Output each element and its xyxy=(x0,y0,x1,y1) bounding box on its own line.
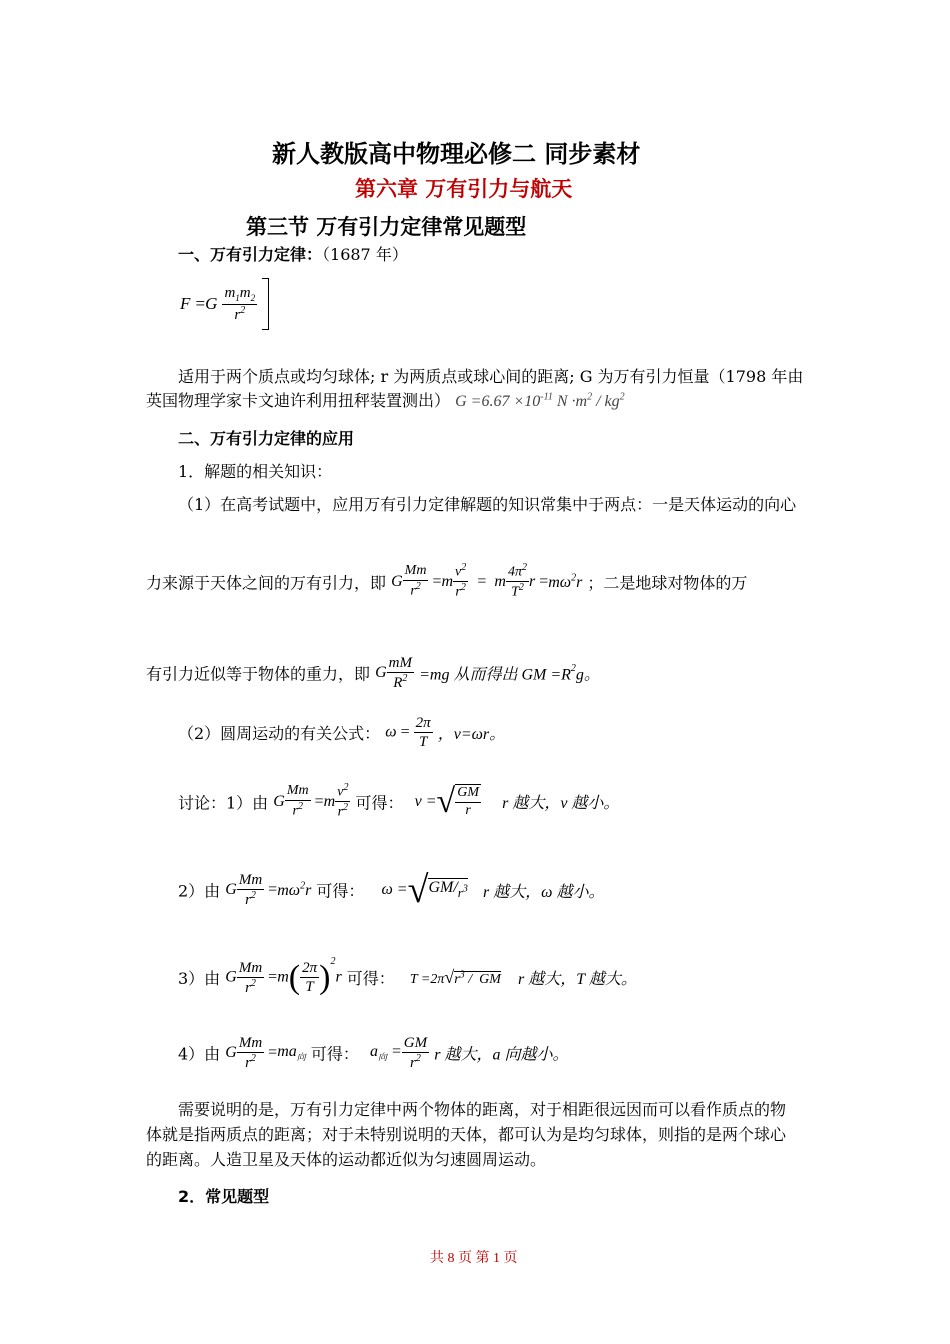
note-line3: 的距离。人造卫星及天体的运动都近似为匀速圆周运动。 xyxy=(146,1150,547,1169)
discussion-4: 4）由 G $\frac{Mm}{r^2}$ $=ma_向$ 可得： $a_向$ = $\frac{GM}{r^2}$ r 越大，a 向越小。 xyxy=(178,1035,569,1071)
note-line1: 需要说明的是，万有引力定律中两个物体的距离，对于相距很远因而可以看作质点的物 xyxy=(178,1100,787,1119)
p2-line: （2）圆周运动的有关公式： ω = $\frac{2\pi}{T}$ ，v=ωr。 xyxy=(178,715,506,750)
discussion-2: 2）由 G $\frac{Mm}{r^2}$ $=m\omega^2r$ 可得： $\omega =√GM/_{r^3}$ r 越大，ω 越小。 xyxy=(178,869,605,911)
year-note: （1687 年） xyxy=(322,245,408,264)
discussion-3: 3）由 G $\frac{Mm}{r^2}$ =m( $\frac{2\pi}{T}$ )$^2$r 可得： $T =2\pi√r^3$ / GM r 越大，T 越大。 xyxy=(178,956,637,996)
sub1-heading: 1．解题的相关知识： xyxy=(178,462,333,481)
section-title: 第三节 万有引力定律常见题型 xyxy=(246,215,527,239)
part2-heading: 二、万有引力定律的应用 xyxy=(178,429,355,448)
part1-para-line2: 英国物理学家卡文迪许利用扭秤装置测出） $G =6.67 \times 10^{-11}$ $N \cdot m^2 / kg^2$ xyxy=(146,391,625,410)
discussion-1: 讨论：1）由 G $\frac{Mm}{r^2}$ =m $\frac{v^2}{r^2}$ 可得： v =√ $\frac{GM}{r}$ r 越大，v 越小。 xyxy=(178,782,620,821)
gravitation-formula: F =G $\frac{m_1m_2}{r^2}$ xyxy=(180,278,269,330)
note-line2: 体就是指两质点的距离；对于未特别说明的天体，都可认为是均匀球体，则指的是两个球心 xyxy=(146,1125,787,1144)
p1-line1: （1）在高考试题中，应用万有引力定律解题的知识常集中于两点：一是天体运动的向心 xyxy=(178,495,797,514)
p1-line2: 力来源于天体之间的万有引力，即 G $\frac{Mm}{r^2}$ =m $\frac{v^2}{r^2}$ = m $\frac{4\pi^2}{T^2}$ $r =m\omega^2r$ ；二是地球对物体的万 xyxy=(146,562,748,601)
sub2-heading: 2．常见题型 xyxy=(178,1187,270,1206)
part1-para-line1: 适用于两个质点或均匀球体; r 为两质点或球心间的距离; G 为万有引力恒量（1798 年由 xyxy=(178,367,804,386)
page-footer: 共 8 页 第 1 页 xyxy=(430,1251,518,1266)
p1-line3: 有引力近似等于物体的重力，即 G $\frac{mM}{R^2}$ =mg 从而得出 GM $=R^2g$。 xyxy=(146,655,600,691)
g-constant: $G =6.67 \times 10^{-11}$ $N \cdot m^2 / kg^2$ xyxy=(455,391,625,410)
chapter-title: 第六章 万有引力与航天 xyxy=(355,177,573,201)
part1-heading: 一、万有引力定律：（1687 年） xyxy=(178,245,408,264)
page-title: 新人教版高中物理必修二 同步素材 xyxy=(272,140,641,168)
